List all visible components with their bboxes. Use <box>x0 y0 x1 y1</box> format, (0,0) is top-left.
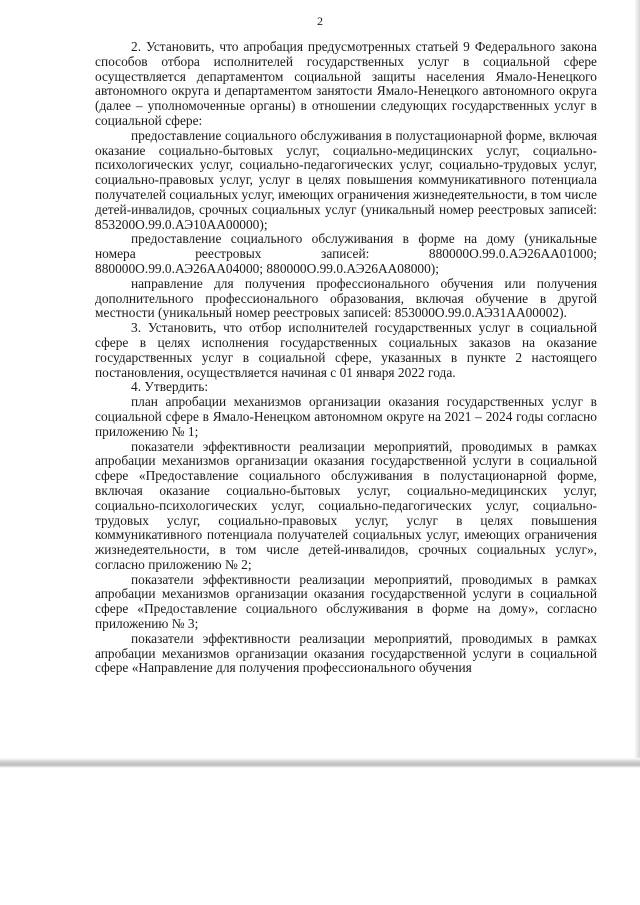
paragraph-professional-training: направление для получения профессионального обучения или получения дополнительного профессионального образования, включая обучение в другой местности (уникальный номер реестровых записей: 853000О.99.0.АЭ31АА00002). <box>95 275 597 321</box>
page-number: 2 <box>317 14 323 28</box>
paragraph-clause-2: 2. Установить, что апробация предусмотренных статьей 9 Федерального закона способов отбора исполнителей государственных услуг в социальной сфере осуществляется департаментом социальной защиты населения Ямало-Ненецкого автономного округа и департаментом занятости Ямало-Ненецкого автономного округа (далее – уполномоченные органы) в отношении следующих государственных услуг в социальной сфере: <box>95 39 597 128</box>
blank-margin <box>0 768 640 905</box>
document-body <box>95 40 597 676</box>
paragraph-clause-3: 3. Установить, что отбор исполнителей государственных услуг в социальной сфере в целях исполнения государственных социальных заказов на оказание государственных услуг в социальной сфере, указанных в пункте 2 настоящего постановления, осуществляется начиная с 01 января 2022 года. <box>95 320 597 380</box>
paragraph-plan-appendix-1: план апробации механизмов организации оказания государственных услуг в социальной сфере в Ямало-Ненецком автономном округе на 2021 – 2024 годы согласно приложению № 1; <box>95 394 597 439</box>
paragraph-indicators-training: показатели эффективности реализации мероприятий, проводимых в рамках апробации механизмов организации оказания государственной услуги в социальной сфере «Направление для получения профессионального обучения <box>95 630 597 676</box>
paragraph-semistationary-service: предоставление социального обслуживания в полустационарной форме, включая оказание социально-бытовых услуг, социально-медицинских услуг, социально-психологических услуг, социально-педагогических услуг, социально-трудовых услуг, социально-правовых услуг, услуг в целях повышения коммуникативного потенциала получателей социальных услуг, имеющих ограничения жизнедеятельности, в том числе детей-инвалидов, срочных социальных услуг (уникальный номер реестровых записей: 853200О.99.0.АЭ10АА00000); <box>95 127 597 232</box>
paragraph-home-service: предоставление социального обслуживания в форме на дому (уникальные номера реестровых записей: 880000О.99.0.АЭ26АА01000; 880000О.99.0.АЭ26АА04000; 880000О.99.0.АЭ26АА08000); <box>95 231 597 276</box>
scan-shadow-right <box>634 0 640 763</box>
paragraph-clause-4: 4. Утвердить: <box>131 379 209 395</box>
paragraph-indicators-appendix-2: показатели эффективности реализации мероприятий, проводимых в рамках апробации механизмов организации оказания государственной услуги в социальной сфере «Предоставление социального обслуживания в полустационарной форме, включая оказание социально-бытовых услуг, социально-медицинских услуг, социально-психологических услуг, социально-педагогических услуг, социально-трудовых услуг, социально-правовых услуг, услуг в целях повышения коммуникативного потенциала получателей социальных услуг, имеющих ограничения жизнедеятельности, в том числе детей-инвалидов, срочных социальных услуг», согласно приложению № 2; <box>95 438 597 572</box>
paragraph-indicators-appendix-3: показатели эффективности реализации мероприятий, проводимых в рамках апробации механизмов организации оказания государственной услуги в социальной сфере «Предоставление социального обслуживания в форме на дому», согласно приложению № 3; <box>95 571 597 632</box>
scan-shadow-bottom <box>0 758 640 768</box>
